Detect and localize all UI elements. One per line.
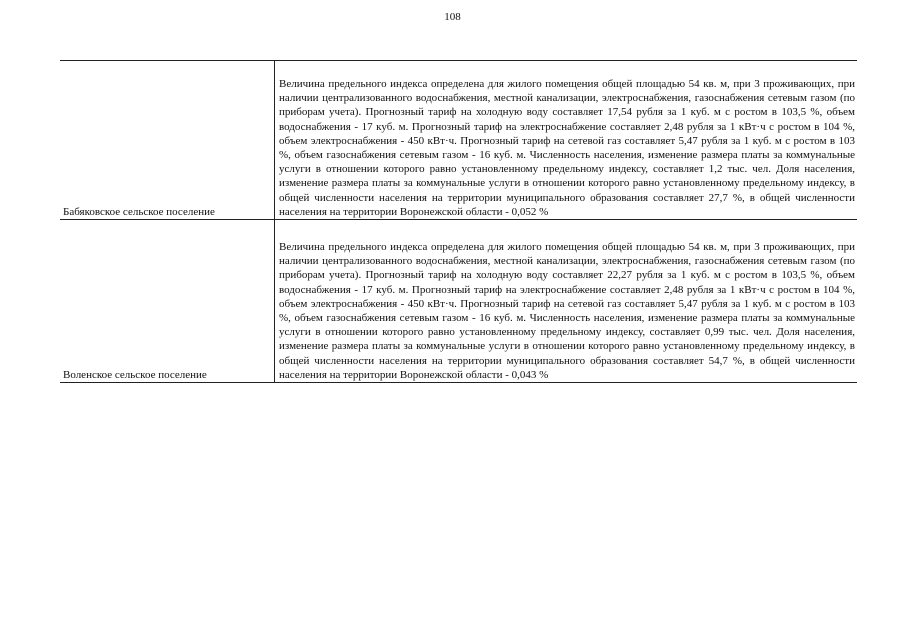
table-row <box>60 220 857 383</box>
settlement-name-cell <box>60 220 275 383</box>
settlement-name-cell <box>60 61 275 220</box>
settlement-name: Бабяковское сельское поселение <box>63 206 215 219</box>
index-description-cell <box>275 61 858 220</box>
index-description: Величина предельного индекса определена для жилого помещения общей площадью 54 кв. м, при 3 проживающих, при наличии централизованного водоснабжения, местной канализации, электроснабжения, газоснабжения сетевым газом (по приборам учета). Прогнозный тариф на холодную воду составляет 17,54 рубля за 1 куб. м с ростом в 103,5 %, объем водоснабжения - 17 куб. м. Прогнозный тариф на электроснабжение составляет 2,48 рубля за 1 кВт·ч с ростом в 104 %, объем электроснабжения - 450 кВт·ч. Прогнозный тариф на сетевой газ составляет 5,47 рубля за 1 куб. м с ростом в 103 %, объем газоснабжения сетевым газом - 16 куб. м. Численность населения, изменение размера платы за коммунальные услуги в отношении которого равно установленному предельному индексу, составляет 1,2 тыс. чел. Доля населения, изменение размера платы за коммунальные услуги в отношении которого равно установленному предельному индексу, в общей численности населения на территории муниципального образования составляет 27,7 %, в общей численности населения на территории Воронежской области - 0,052 % <box>279 78 855 218</box>
page-number: 108 <box>444 11 461 23</box>
index-description-cell <box>275 220 858 383</box>
settlements-table <box>60 60 857 383</box>
settlement-name: Воленское сельское поселение <box>63 369 207 382</box>
index-description: Величина предельного индекса определена для жилого помещения общей площадью 54 кв. м, при 3 проживающих, при наличии централизованного водоснабжения, местной канализации, электроснабжения, газоснабжения сетевым газом (по приборам учета). Прогнозный тариф на холодную воду составляет 22,27 рубля за 1 куб. м с ростом в 103,5 %, объем водоснабжения - 17 куб. м. Прогнозный тариф на электроснабжение составляет 2,48 рубля за 1 кВт·ч с ростом в 104 %, объем электроснабжения - 450 кВт·ч. Прогнозный тариф на сетевой газ составляет 5,47 рубля за 1 куб. м с ростом в 103 %, объем газоснабжения сетевым газом - 16 куб. м. Численность населения, изменение размера платы за коммунальные услуги в отношении которого равно установленному предельному индексу, составляет 0,99 тыс. чел. Доля населения, изменение размера платы за коммунальные услуги в отношении которого равно установленному предельному индексу, в общей численности населения на территории муниципального образования составляет 54,7 %, в общей численности населения на территории Воронежской области - 0,043 % <box>279 241 855 381</box>
table-row <box>60 61 857 220</box>
